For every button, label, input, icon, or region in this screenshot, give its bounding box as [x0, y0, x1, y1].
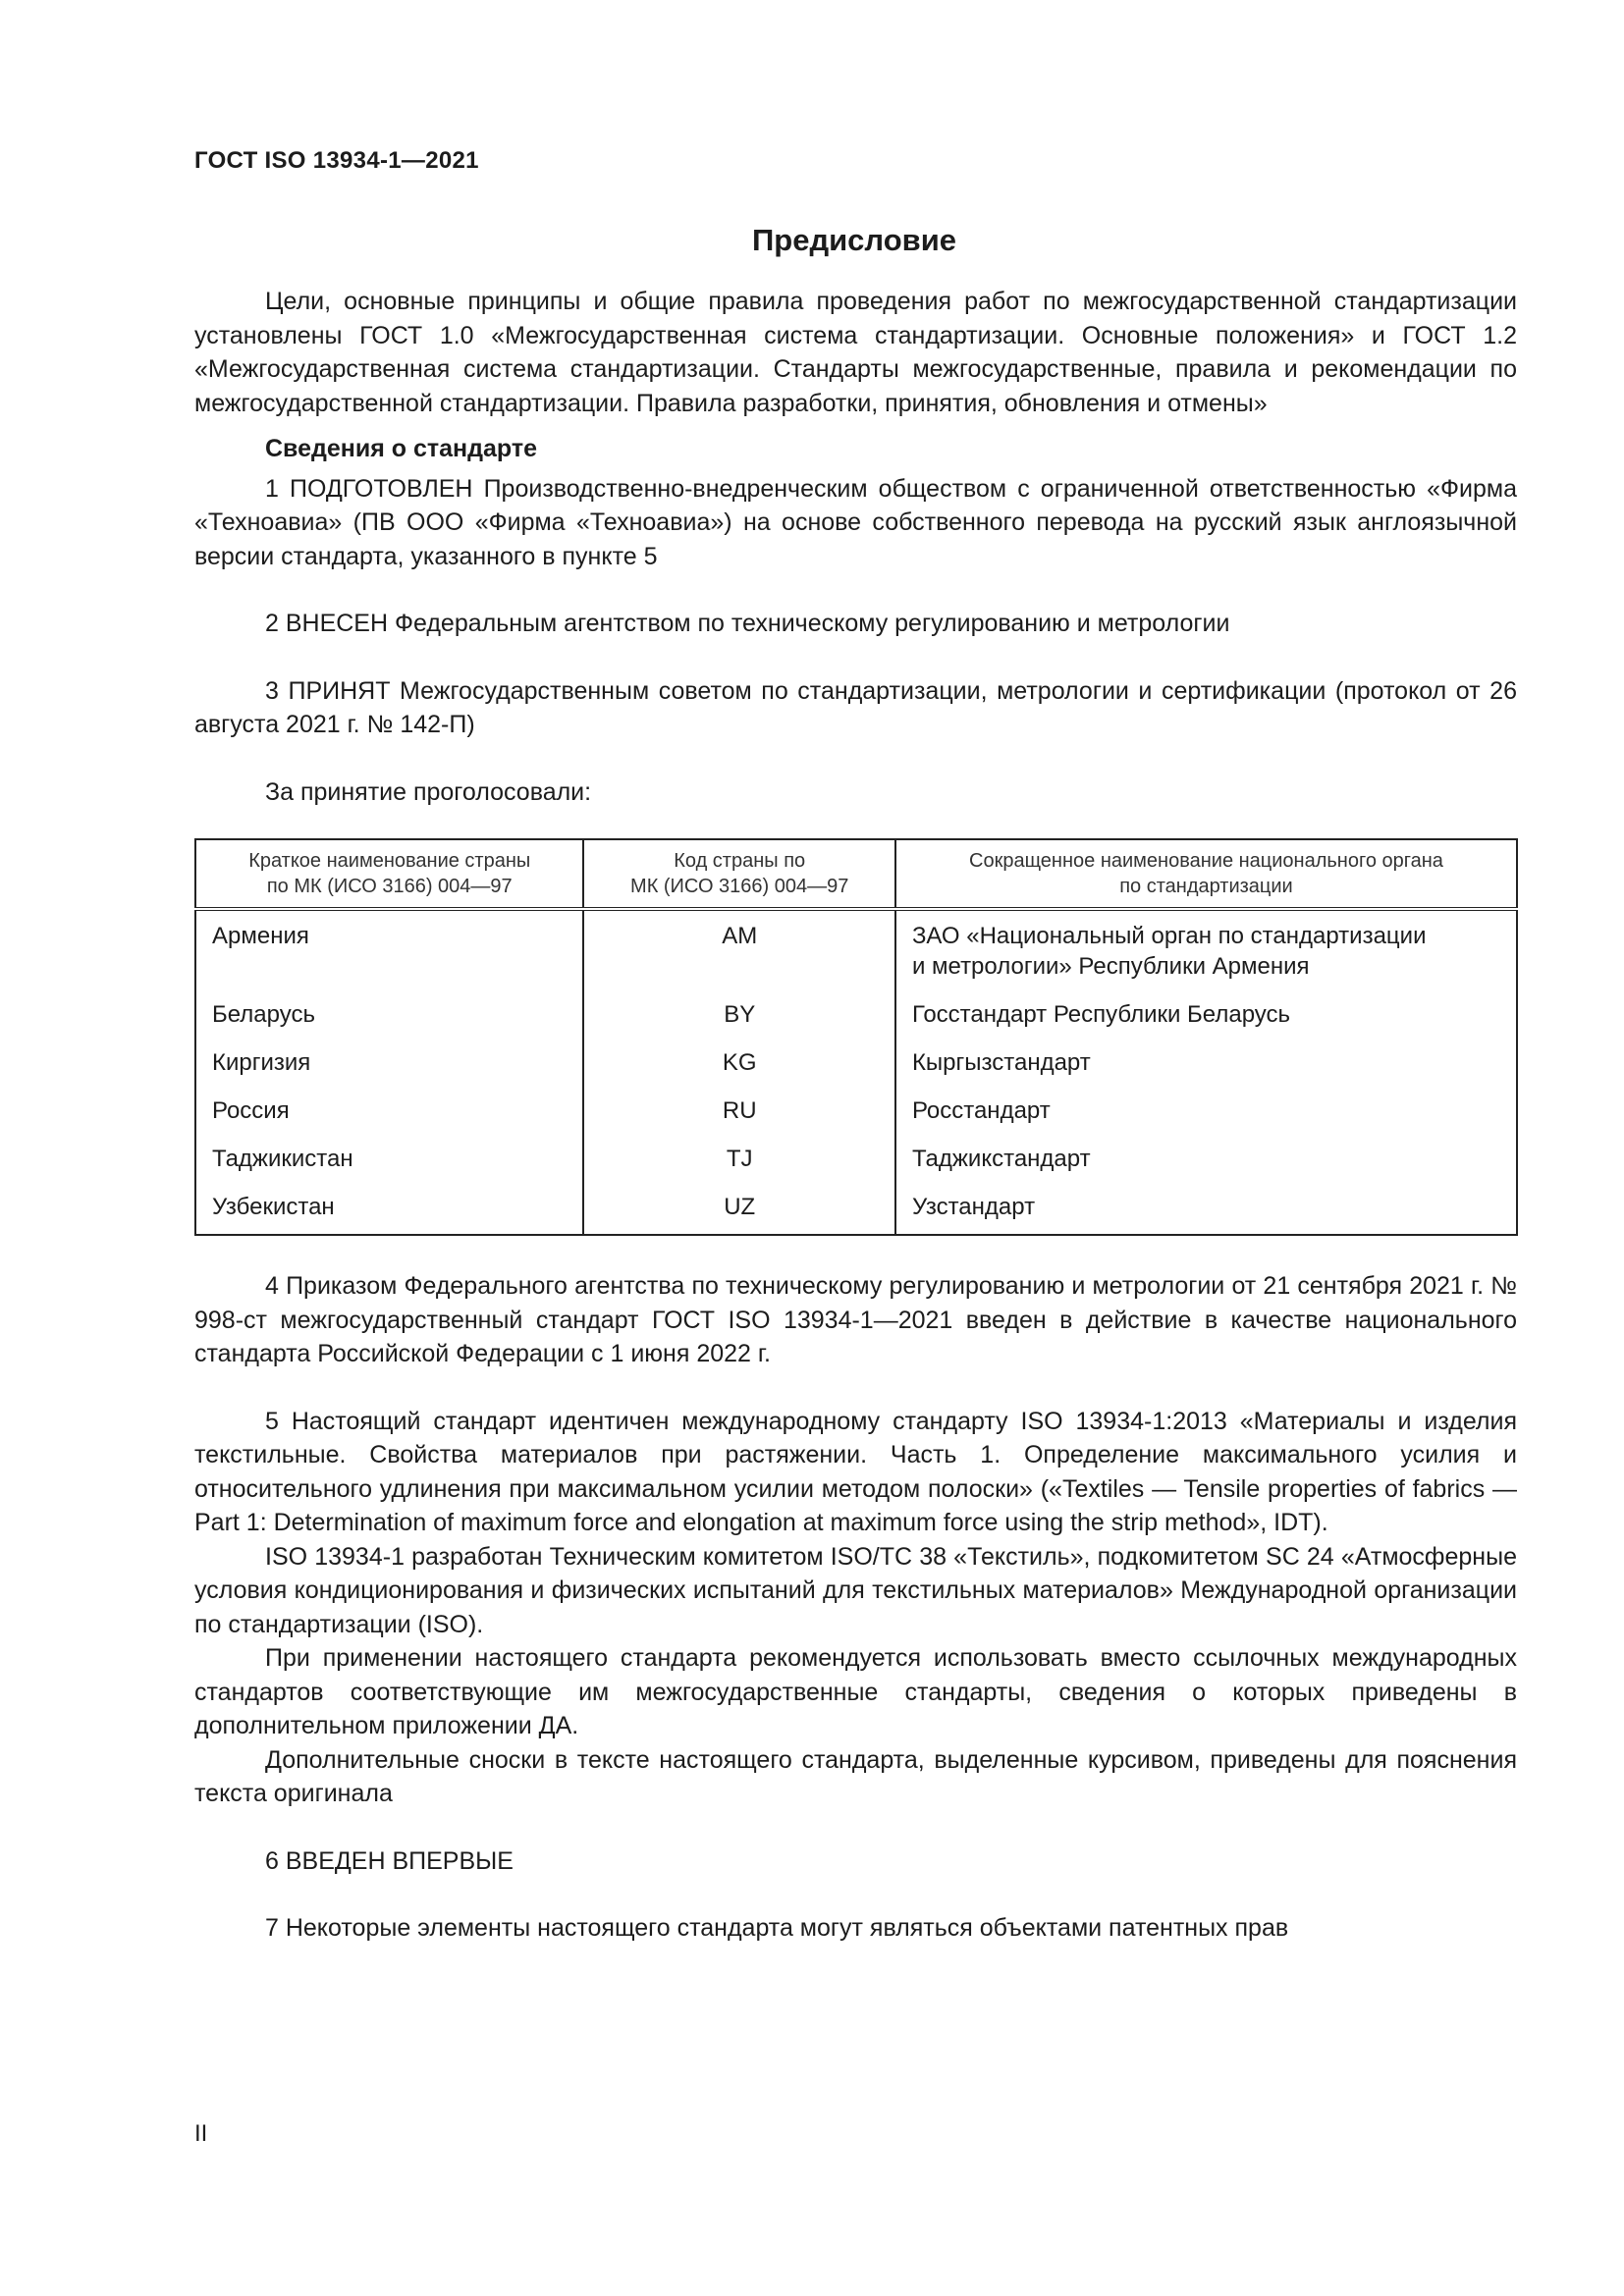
vote-intro: За принятие проголосовали: — [265, 777, 592, 806]
section-heading: Сведения о стандарте — [265, 435, 538, 462]
table-row — [195, 1185, 1517, 1235]
header-country-name: Краткое наименование страны по МК (ИСО 3166) 004—97 — [195, 839, 583, 909]
item-3: 3 ПРИНЯТ Межгосударственным советом по стандартизации, метрологии и сертификации (протокол от 26 августа 2021 г. № 142-П) — [194, 676, 1517, 738]
item-2: 2 ВНЕСЕН Федеральным агентством по техническому регулированию и метрологии — [265, 610, 1230, 637]
cell-body: ЗАО «Национальный орган по стандартизации и метрологии» Республики Армения — [895, 909, 1517, 992]
cell-body: Росстандарт — [895, 1089, 1517, 1137]
cell-country: Узбекистан — [195, 1185, 583, 1235]
item-5-paragraph-3: При применении настоящего стандарта рекомендуется использовать вместо ссылочных международных стандартов соответствующие им межгосударственные стандарты, сведения о которых приведены в дополнительном приложении ДА. — [194, 1644, 1517, 1739]
table-row — [195, 909, 1517, 992]
cell-code: UZ — [583, 1185, 894, 1235]
table-row — [195, 1137, 1517, 1185]
cell-country: Россия — [195, 1089, 583, 1137]
item-1: 1 ПОДГОТОВЛЕН Производственно-внедренческим обществом с ограниченной ответственностью «Фирма «Техноавиа» (ПВ ООО «Фирма «Техноавиа») на основе собственного перевода на русский язык англоязычной версии стандарта, указанного в пункте 5 — [194, 474, 1517, 570]
intro-paragraph: Цели, основные принципы и общие правила проведения работ по межгосударственной стандартизации установлены ГОСТ 1.0 «Межгосударственная система стандартизации. Основные положения» и ГОСТ 1.2 «Межгосударственная система стандартизации. Стандарты межгосударственные, правила и рекомендации по межгосударственной стандартизации. Правила разработки, принятия, обновления и отмены» — [194, 288, 1517, 417]
header-national-body: Сокращенное наименование национального органа по стандартизации — [895, 839, 1517, 909]
cell-country: Беларусь — [195, 992, 583, 1041]
table-row — [195, 992, 1517, 1041]
item-7: 7 Некоторые элементы настоящего стандарта могут являться объектами патентных прав — [265, 1914, 1289, 1942]
page-title: Предисловие — [751, 223, 956, 257]
item-5: 5 Настоящий стандарт идентичен международному стандарту ISO 13934-1:2013 «Материалы и изделия текстильные. Свойства материалов при растяжении. Часть 1. Определение максимального усилия и относительного удлинения при максимальном усилии методом полоски» («Textiles — Tensile properties of fabrics — Part 1: Determination of maximum force and elongation at maximum force using the strip method», IDT). — [194, 1407, 1517, 1536]
item-6: 6 ВВЕДЕН ВПЕРВЫЕ — [265, 1846, 514, 1875]
cell-country: Таджикистан — [195, 1137, 583, 1185]
cell-code: RU — [583, 1089, 894, 1137]
cell-country: Армения — [195, 909, 583, 992]
cell-country: Киргизия — [195, 1041, 583, 1089]
cell-body: Таджикстандарт — [895, 1137, 1517, 1185]
item-5-paragraph-2: ISO 13934-1 разработан Техническим комитетом ISO/TC 38 «Текстиль», подкомитетом SC 24 «Атмосферные условия кондиционирования и физических испытаний для текстильных материалов» Международной организации по стандартизации (ISO). — [194, 1542, 1517, 1638]
table-header-row — [195, 839, 1517, 909]
page-number: II — [194, 2120, 208, 2147]
header-country-code: Код страны по МК (ИСО 3166) 004—97 — [583, 839, 894, 909]
cell-code: TJ — [583, 1137, 894, 1185]
cell-body: Кыргызстандарт — [895, 1041, 1517, 1089]
item-4: 4 Приказом Федерального агентства по техническому регулированию и метрологии от 21 сентября 2021 г. № 998-ст межгосударственный стандарт ГОСТ ISO 13934-1—2021 введен в действие в качестве национального стандарта Российской Федерации с 1 июня 2022 г. — [194, 1272, 1517, 1367]
cell-code: KG — [583, 1041, 894, 1089]
cell-body: Узстандарт — [895, 1185, 1517, 1235]
foreword-body — [194, 285, 1517, 1946]
cell-code: AM — [583, 909, 894, 992]
item-5-paragraph-4: Дополнительные сноски в тексте настоящего стандарта, выделенные курсивом, приведены для пояснения текста оригинала — [194, 1745, 1517, 1807]
standard-designation: ГОСТ ISO 13934-1—2021 — [194, 147, 479, 174]
cell-body: Госстандарт Республики Беларусь — [895, 992, 1517, 1041]
table-row — [195, 1041, 1517, 1089]
cell-code: BY — [583, 992, 894, 1041]
voting-countries-table — [194, 838, 1518, 1236]
table-row — [195, 1089, 1517, 1137]
